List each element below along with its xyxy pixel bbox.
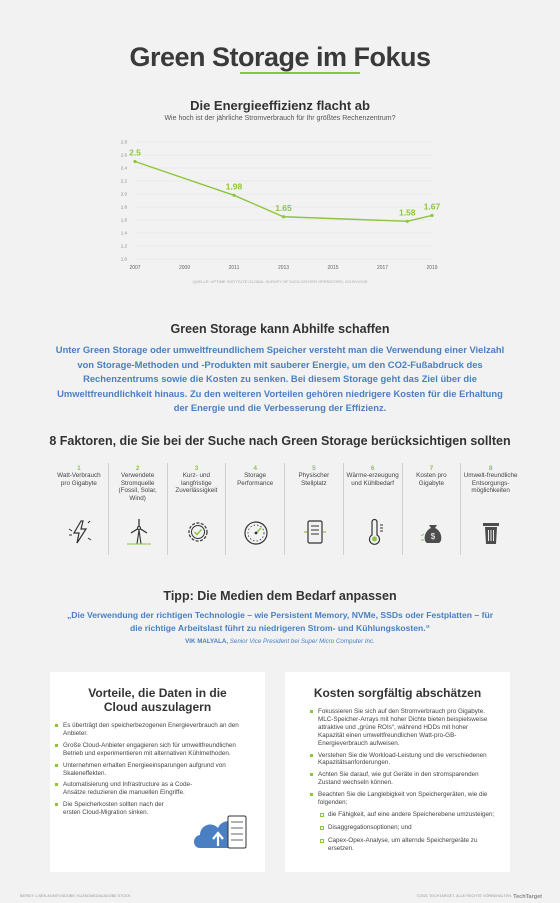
sub-list-item: Disaggregationsoptionen; und bbox=[320, 824, 496, 832]
x-tick-label: 2019 bbox=[426, 265, 438, 271]
list-item: Achten Sie darauf, wie gut Geräte in den stromsparenden Zustand wechseln können. bbox=[310, 771, 496, 787]
factor-label: Kosten pro Gigabyte bbox=[416, 472, 447, 487]
factor-item bbox=[50, 463, 109, 555]
intro-text: Unter Green Storage oder umweltfreundlichem Speicher versteht man die Verwendung einer Vielzahl von Storage-Methoden und -Produkten mit sauberer Energie, um den CO2-Fußabdruck des Rechenzentrums sowie die Kosten zu senken. Bei diesem Storage geht das Ziel über die Umweltfreundlichkeit hinaus. Zu den weiteren Vorteilen gehören niedrigere Kosten für die Erhaltung der Energie und die Verbesserung der Effizienz. bbox=[55, 344, 505, 413]
data-label: 1.65 bbox=[275, 202, 292, 213]
y-tick-label: 1.0 bbox=[120, 256, 127, 262]
cloud-upload-icon bbox=[192, 808, 252, 854]
y-tick-label: 2.0 bbox=[120, 191, 127, 197]
list-item: Große Cloud-Anbieter engagieren sich für umweltfreundlichen Betrieb und experimentieren mit alternativen Kühlmethoden. bbox=[55, 742, 251, 758]
lightning-plug-icon bbox=[66, 518, 94, 546]
sub-list-item: Capex-Opex-Analyse, um alternde Speichergeräte zu ersetzen. bbox=[320, 837, 496, 853]
y-tick-label: 1.6 bbox=[120, 217, 127, 223]
y-tick-label: 2.8 bbox=[120, 139, 127, 145]
factor-item bbox=[168, 463, 227, 555]
y-tick-label: 1.2 bbox=[120, 243, 127, 249]
tip-title: Tipp: Die Medien dem Bedarf anpassen bbox=[163, 589, 397, 603]
cloud-title: Vorteile, die Daten in die Cloud auszulagern bbox=[88, 686, 227, 714]
gauge-icon bbox=[242, 518, 270, 546]
thermometer-icon bbox=[360, 518, 388, 546]
money-bag-icon bbox=[419, 518, 447, 546]
factor-number: 3 bbox=[194, 465, 199, 472]
y-tick-label: 1.8 bbox=[120, 204, 127, 210]
data-point bbox=[133, 160, 136, 163]
costs-list bbox=[285, 708, 510, 807]
cloud-benefits-box bbox=[50, 672, 265, 872]
energy-line-chart bbox=[100, 132, 460, 282]
svg-text:$: $ bbox=[430, 532, 435, 541]
x-tick-label: 2009 bbox=[178, 265, 191, 271]
data-label: 1.67 bbox=[423, 201, 441, 212]
factor-number: 4 bbox=[253, 465, 257, 472]
wind-turbine-icon bbox=[125, 518, 153, 546]
factor-label: Storage Performance bbox=[237, 472, 274, 487]
sub-list-item: die Fähigkeit, auf eine andere Speicherebene umzusteigen; bbox=[320, 811, 496, 819]
list-item: Die Speicherkosten sollten nach der ersten Cloud-Migration sinken. bbox=[55, 801, 180, 817]
data-point bbox=[232, 194, 235, 197]
factor-item bbox=[403, 463, 462, 555]
list-item: Automatisierung und Infrastructure as a Code-Ansätze reduzieren die manuellen Eingriffe. bbox=[55, 781, 195, 797]
list-item: Beachten Sie die Langlebigkeit von Speichergeräten, wie die folgenden: bbox=[310, 791, 496, 807]
factor-label: Verwendete Stromquelle (Fossil, Solar, Wind) bbox=[118, 472, 157, 502]
factor-label: Umwelt-freundliche Entsorgungs-möglichkeiten bbox=[463, 472, 518, 495]
costs-sublist bbox=[285, 811, 510, 853]
factor-number: 5 bbox=[312, 465, 316, 472]
factor-item bbox=[461, 463, 520, 555]
data-point bbox=[406, 220, 409, 223]
x-tick-label: 2011 bbox=[228, 265, 240, 271]
quote-role: Senior Vice President bei Super Micro Computer Inc. bbox=[229, 638, 375, 645]
factors-grid bbox=[50, 463, 520, 555]
factor-item bbox=[226, 463, 285, 555]
factor-number: 6 bbox=[370, 465, 375, 472]
data-label: 2.5 bbox=[129, 147, 141, 158]
y-tick-label: 2.2 bbox=[120, 178, 127, 184]
factor-number: 1 bbox=[77, 465, 81, 472]
factor-label: Wärme-erzeugung und Kühlbedarf bbox=[346, 472, 399, 487]
data-label: 1.98 bbox=[225, 181, 243, 192]
server-rack-icon bbox=[301, 518, 329, 546]
footer-credit: BEREIT: LISEN AGNEY/ADOBE; KUZNOMEDIA/ADOBE STOCK bbox=[20, 894, 131, 898]
list-item: Unternehmen erhalten Energieeinsparungen aufgrund von Skaleneffekten. bbox=[55, 762, 251, 778]
factor-label: Physischer Stellplatz bbox=[298, 472, 330, 487]
data-point bbox=[282, 215, 285, 218]
y-tick-label: 1.4 bbox=[120, 230, 127, 236]
tip-quote: „Die Verwendung der richtigen Technologie – wie Persistent Memory, NVMe, SSDs oder Festplatten – für die richtige Arbeitslast führt zu niedrigeren Strom- und Kühlungskosten.“ bbox=[66, 610, 494, 633]
data-point bbox=[430, 214, 433, 217]
factor-number: 2 bbox=[135, 465, 140, 472]
gear-check-icon bbox=[184, 518, 212, 546]
factors-title: 8 Faktoren, die Sie bei der Suche nach Green Storage berücksichtigen sollten bbox=[49, 434, 511, 448]
x-tick-label: 2015 bbox=[327, 265, 339, 271]
costs-title: Kosten sorgfältig abschätzen bbox=[313, 686, 482, 700]
techtarget-logo: TechTarget bbox=[513, 894, 542, 900]
factor-label: Watt-Verbrauch pro Gigabyte bbox=[57, 472, 101, 487]
chart-title: Die Energieeffizienz flacht ab bbox=[190, 98, 370, 113]
quote-attribution bbox=[0, 638, 560, 645]
x-tick-label: 2017 bbox=[376, 265, 389, 271]
factor-number: 7 bbox=[429, 465, 434, 472]
factor-item bbox=[344, 463, 403, 555]
title-underline bbox=[240, 72, 360, 74]
page-title: Green Storage im Fokus bbox=[129, 42, 431, 72]
intro-title: Green Storage kann Abhilfe schaffen bbox=[170, 322, 390, 336]
quote-author: VIK MALYALA, bbox=[185, 638, 229, 645]
x-tick-label: 2007 bbox=[129, 265, 141, 271]
cost-estimate-box bbox=[285, 672, 510, 872]
factor-label: Kurz- und langfristige Zuverlässigkeit bbox=[175, 472, 218, 495]
y-tick-label: 2.4 bbox=[120, 165, 127, 171]
x-tick-label: 2013 bbox=[277, 265, 290, 271]
list-item: Es überträgt den speicherbezogenen Energieverbrauch an den Anbieter. bbox=[55, 722, 251, 738]
y-tick-label: 2.6 bbox=[120, 152, 127, 158]
data-label: 1.58 bbox=[398, 207, 416, 218]
factor-item bbox=[285, 463, 344, 555]
list-item: Fokussieren Sie sich auf den Stromverbrauch pro Gigabyte. MLC-Speicher-Arrays mit hoher Dichte bieten beispielsweise attraktive und „grüne ROIs“, während HDDs mit hoher Kapazität einen umweltfreundlichen Watt-pro-GB-Energieverbrauch aufweisen. bbox=[310, 708, 496, 748]
trash-can-icon bbox=[477, 518, 505, 546]
factor-number: 8 bbox=[488, 465, 493, 472]
factor-item bbox=[109, 463, 168, 555]
footer-copyright: ©2021 TECHTARGET. ALLE RECHTE VORBEHALTEN. bbox=[416, 894, 512, 898]
cloud-list bbox=[50, 722, 265, 817]
chart-subtitle: Wie hoch ist der jährliche Stromverbrauch für Ihr größtes Rechenzentrum? bbox=[164, 115, 396, 122]
chart-source: QUELLE: UPTIME INSTITUTE GLOBAL SURVEY OF DATA CENTER OPERATORS, 2019/VVOIR bbox=[192, 279, 368, 284]
list-item: Verstehen Sie die Workload-Leistung und die verschiedenen Kapazitätsanforderungen. bbox=[310, 752, 496, 768]
